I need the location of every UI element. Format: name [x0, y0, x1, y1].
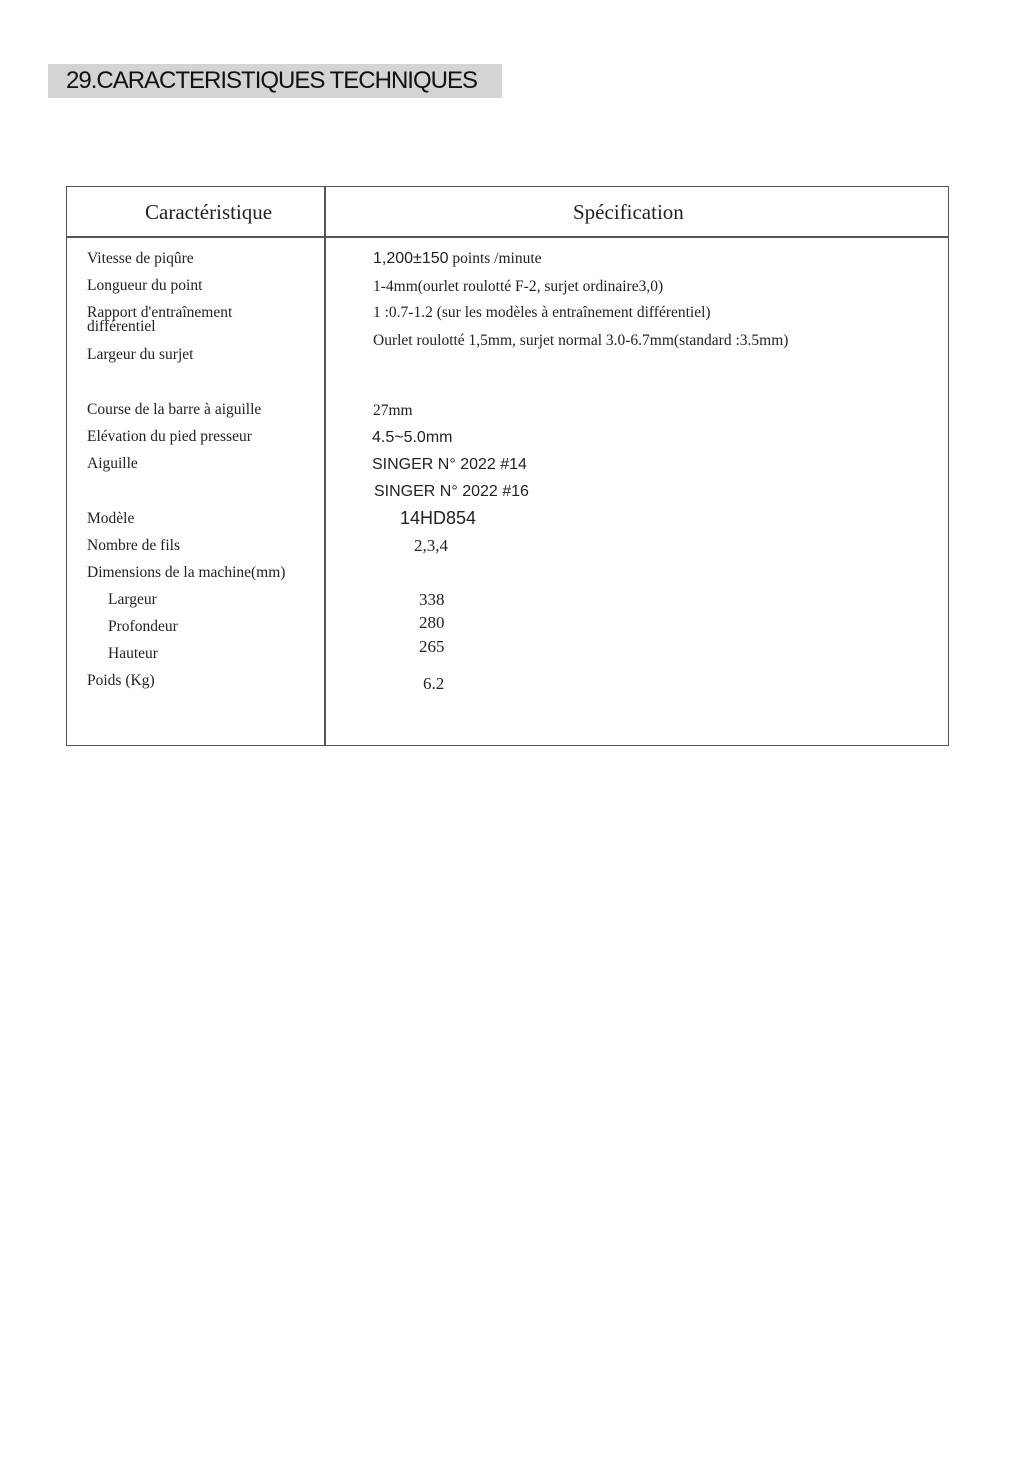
label-rapport-2: différentiel	[87, 318, 156, 335]
value-largeur: 338	[419, 590, 445, 609]
label-dimensions: Dimensions de la machine(mm)	[87, 564, 286, 581]
value-vitesse-unit: points /minute	[448, 250, 542, 267]
value-nombre-fils: 2,3,4	[414, 536, 448, 555]
label-hauteur: Hauteur	[108, 645, 158, 662]
value-course: 27mm	[373, 402, 413, 419]
value-profondeur: 280	[419, 613, 445, 632]
value-aiguille-2: SINGER N° 2022 #16	[374, 483, 529, 500]
header-specification: Spécification	[573, 200, 684, 224]
spec-table	[66, 186, 949, 746]
value-aiguille-1: SINGER N° 2022 #14	[372, 456, 527, 473]
value-longueur: 1-4mm(ourlet roulotté F-2, surjet ordinaire3,0)	[373, 278, 664, 295]
section-title: 29.CARACTERISTIQUES TECHNIQUES	[48, 64, 502, 98]
label-longueur: Longueur du point	[87, 277, 203, 294]
label-poids: Poids (Kg)	[87, 672, 155, 689]
value-vitesse	[373, 250, 542, 268]
label-largeur-surjet: Largeur du surjet	[87, 346, 194, 363]
label-rapport-1: Rapport d'entraînement	[87, 304, 233, 321]
label-modele: Modèle	[87, 510, 135, 527]
label-course: Course de la barre à aiguille	[87, 401, 262, 418]
value-modele: 14HD854	[400, 508, 477, 528]
value-hauteur: 265	[419, 637, 445, 656]
value-vitesse-number: 1,200±150	[373, 250, 449, 267]
label-nombre-fils: Nombre de fils	[87, 537, 180, 554]
value-largeur-surjet: Ourlet roulotté 1,5mm, surjet normal 3.0-6.7mm(standard :3.5mm)	[373, 332, 789, 349]
value-elevation: 4.5~5.0mm	[372, 429, 453, 446]
column-divider	[324, 187, 326, 745]
label-profondeur: Profondeur	[108, 618, 178, 635]
label-largeur: Largeur	[108, 591, 157, 608]
value-rapport: 1 :0.7-1.2 (sur les modèles à entraînement différentiel)	[373, 304, 711, 321]
header-caracteristique: Caractéristique	[145, 200, 273, 224]
label-vitesse: Vitesse de piqûre	[87, 250, 194, 267]
value-poids: 6.2	[423, 674, 445, 693]
label-aiguille: Aiguille	[87, 455, 138, 472]
label-elevation: Elévation du pied presseur	[87, 428, 252, 445]
header-divider	[67, 236, 948, 238]
